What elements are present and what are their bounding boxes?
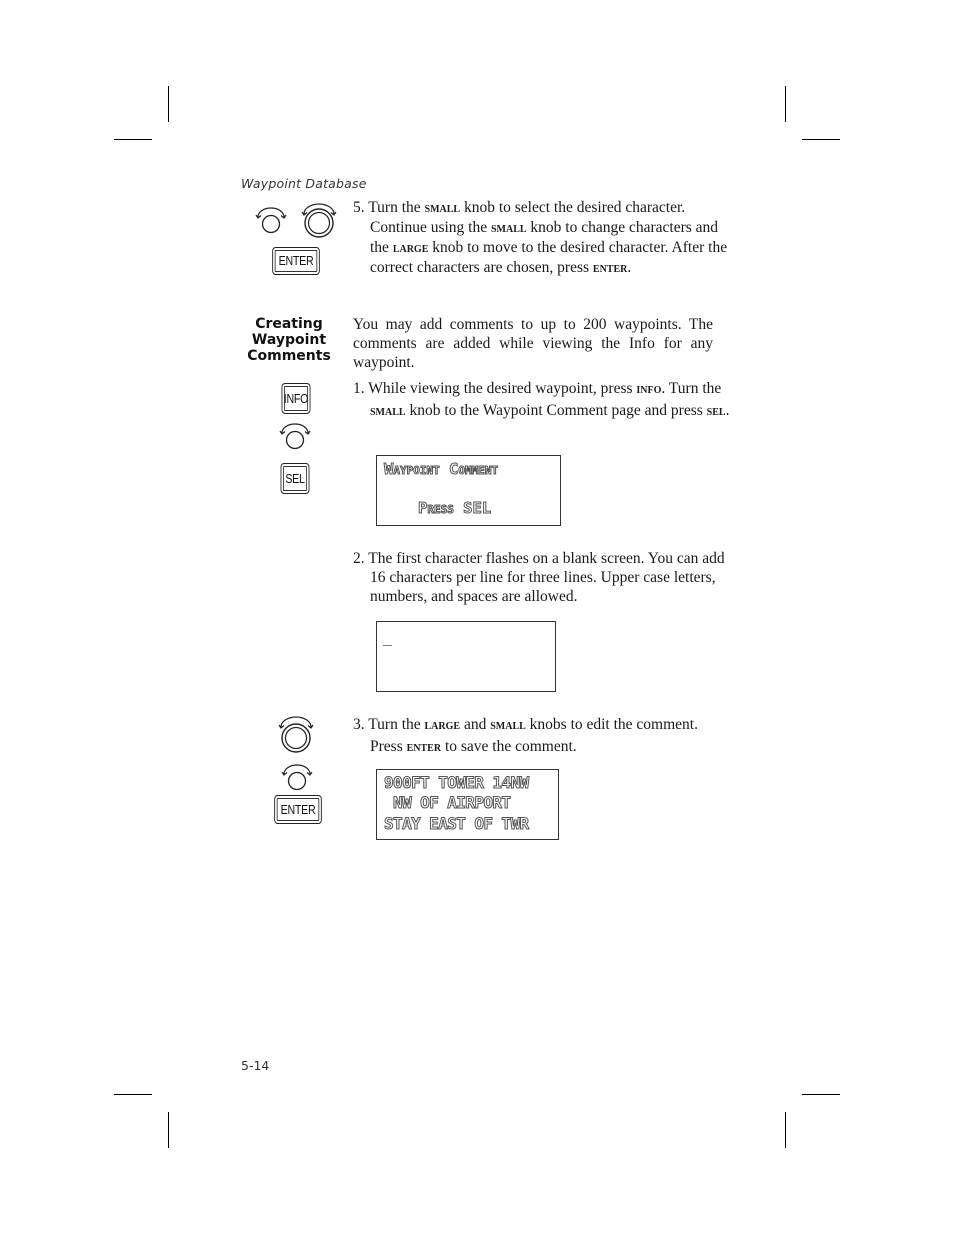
enter-key-icon: ENTER <box>272 247 320 275</box>
large-knob-icon <box>275 715 317 755</box>
blank-comment-screen <box>376 621 556 692</box>
crop-mark <box>114 139 152 140</box>
sel-key-icon: SEL <box>281 463 310 494</box>
crop-mark <box>168 86 169 122</box>
crop-mark <box>802 1094 840 1095</box>
small-knob-icon <box>253 205 289 235</box>
small-knob-icon <box>277 421 313 451</box>
screen-line: Press SEL <box>418 499 492 517</box>
screen-line: 900FT TOWER 14NW <box>384 773 529 792</box>
crop-mark <box>168 1112 169 1148</box>
step-2-text: 2. The first character flashes on a blank screen. You can add 16 characters per line for three lines. Upper case letters, numbers, and spaces are allowed. <box>353 550 725 605</box>
waypoint-comment-screen <box>376 455 561 526</box>
crop-mark <box>114 1094 152 1095</box>
edited-comment-screen <box>376 769 559 840</box>
info-key-icon: INFO <box>282 383 311 414</box>
step-1-text: 1. While viewing the desired waypoint, press info. Turn the small knob to the Waypoint Comment page and press sel. <box>353 380 730 419</box>
screen-line: Waypoint Comment <box>384 460 499 478</box>
screen-line: NW OF AIRPORT <box>384 793 511 812</box>
step-5-text: 5. Turn the small knob to select the desired character. Continue using the small knob to change characters and the large knob to move to the desired character. After the correct characters are chosen, press enter. <box>353 199 728 276</box>
intro-paragraph: You may add comments to up to 200 waypoints. The comments are added while viewing the Info for any waypoint. <box>353 316 713 371</box>
crop-mark <box>802 139 840 140</box>
enter-key-icon: ENTER <box>274 795 322 824</box>
small-knob-icon <box>279 762 315 792</box>
running-head: Waypoint Database <box>241 176 367 191</box>
step-3-text: 3. Turn the large and small knobs to edit the comment. Press enter to save the comment. <box>353 716 698 755</box>
crop-mark <box>785 86 786 122</box>
screen-line: STAY EAST OF TWR <box>384 814 529 833</box>
crop-mark <box>785 1112 786 1148</box>
page-number: 5-14 <box>241 1058 270 1073</box>
large-knob-icon <box>298 202 340 240</box>
cursor: _ <box>383 628 393 646</box>
section-heading: Creating Waypoint Comments <box>247 316 331 364</box>
